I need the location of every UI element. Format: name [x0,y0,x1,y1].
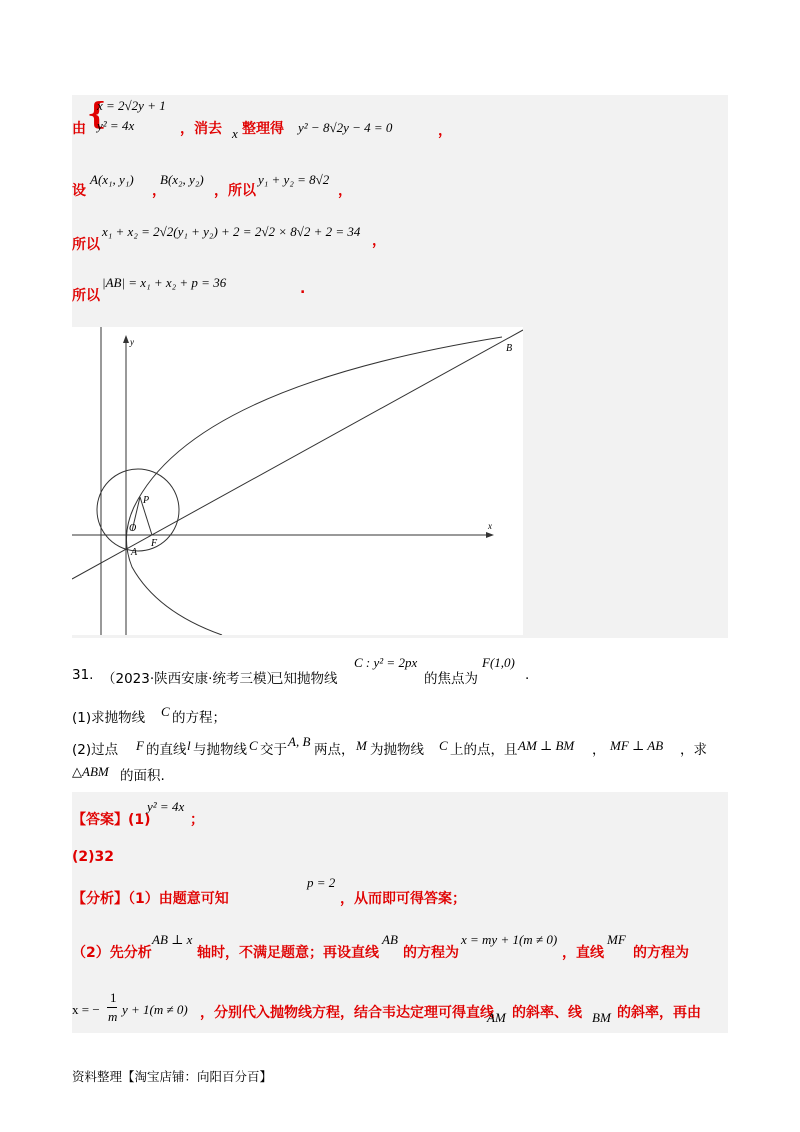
answer-label: 【答案】(1) [72,812,151,828]
analysis3-text-b: 的斜率、线 [512,1005,582,1021]
fraction-bar [107,1007,117,1008]
label-P: P [143,495,150,506]
label-A: A [131,547,138,558]
analysis2-text-d: ，直线 [562,945,604,961]
fraction-numerator: 1 [110,990,117,1005]
label-y: y [130,337,134,347]
text-mid2: 整理得 [242,121,284,137]
part2-text-b: 的直线 [146,742,187,758]
curve-eq: C : y² = 2px [354,655,418,670]
eq-result: |AB| = x₁ + x₂ + p = 36 [102,275,227,290]
part2-text-g: 上的点，且 [450,742,518,758]
part1-text-b: 的方程； [172,710,226,726]
text-prefix: 所以 [72,237,100,253]
text-prefix: 所以 [72,288,100,304]
eq-result: y² − 8√2y − 4 = 0 [298,120,393,135]
var-x: x [232,126,238,141]
stem-text-a: 已知抛物线 [270,671,338,687]
text-end: ， [372,233,386,249]
answer-end: ； [190,812,204,828]
var-l: l [187,738,191,753]
focus-point: F(1,0) [482,655,515,670]
part2-text-a: (2)过点 [72,742,119,758]
text-mid: ，消去 [180,121,222,137]
stem-text-b: 的焦点为 [424,671,478,687]
footer-source: 资料整理【淘宝店铺：向阳百分百】 [72,1069,273,1084]
part2-text-end: 的面积. [120,768,165,784]
label-x: x [488,521,492,531]
question-source: （2023·陕西安康·统考三模） [102,671,280,687]
parabola-curve [126,337,502,635]
part2-text-h: ， [592,742,606,758]
text-sep: ， [152,183,166,199]
system-brace: { [87,97,107,132]
analysis2-text-a: （2）先分析 [72,945,152,961]
part2-text-i: ，求 [680,742,707,758]
answer-line-2 [72,849,114,865]
text-prefix: 设 [72,183,86,199]
var-C: C [161,704,170,719]
label-O: O [129,523,137,534]
cond-MF-perp-AB: MF ⊥ AB [610,738,664,753]
eq-result: y₁ + y₂ = 8√2 [258,172,330,187]
part2-text-e: 两点， [314,742,355,758]
figure-panel [72,327,523,635]
label-F: F [151,538,158,549]
line-MF-eq-post: y + 1(m ≠ 0) [122,1002,188,1017]
y-axis-arrow [123,335,129,343]
text-end: ， [438,123,452,139]
point-B: B(x₂, y₂) [160,172,204,187]
text-end: ， [338,183,352,199]
triangle-ABM: △ABM [72,764,109,779]
cond-AB-perp-x: AB ⊥ x [152,932,193,947]
text-mid: ，所以 [214,183,256,199]
analysis-label: 【分析】（1）由题意可知 [72,891,229,907]
answer-part2: (2)32 [72,849,115,865]
part2-text-f: 为抛物线 [370,742,424,758]
var-AB: AB [382,932,398,947]
p-eq: p = 2 [307,875,336,890]
question-number: 31. [72,667,94,683]
var-F: F [136,738,144,753]
answer-panel [72,792,728,1033]
line-AB-eq: x = my + 1(m ≠ 0) [461,932,558,947]
part2-text-d: 交于 [260,742,287,758]
line-AB [72,330,523,579]
analysis2-text-b: 轴时，不满足题意；再设直线 [197,945,379,961]
system-eq-2: y² = 4x [97,118,135,133]
text-prefix: 由 [72,121,86,137]
analysis-end: ，从而即可得答案； [340,891,466,907]
var-MF: MF [607,932,626,947]
var-BM: BM [592,1010,611,1025]
part2-text-c: 与抛物线 [193,742,247,758]
system-eq-1: x = 2√2y + 1 [97,98,166,113]
cond-AM-perp-BM: AM ⊥ BM [518,738,575,753]
analysis3-text-c: 的斜率，再由 [617,1005,701,1021]
var-AB: A, B [288,734,311,749]
analysis2-text-e: 的方程为 [633,945,689,961]
var-C: C [439,738,448,753]
fraction-denominator: m [108,1009,118,1024]
var-C: C [249,738,258,753]
eq-result: x₁ + x₂ = 2√2(y₁ + y₂) + 2 = 2√2 × 8√2 + 2 = 34 [102,224,361,239]
var-M: M [356,738,367,753]
stem-end: . [525,667,530,683]
label-B: B [506,343,513,354]
part1-text-a: (1)求抛物线 [72,710,146,726]
circle [97,469,179,551]
var-AM: AM [487,1010,506,1025]
line-MF-eq-pre: x = − [72,1002,100,1017]
answer-eq: y² = 4x [147,799,185,814]
analysis3-text-a: ，分别代入抛物线方程，结合韦达定理可得直线 [200,1005,494,1021]
analysis2-text-c: 的方程为 [403,945,459,961]
text-end: . [300,281,306,297]
point-A: A(x₁, y₁) [90,172,134,187]
x-axis-arrow [486,532,494,538]
parabola-figure [72,327,523,635]
